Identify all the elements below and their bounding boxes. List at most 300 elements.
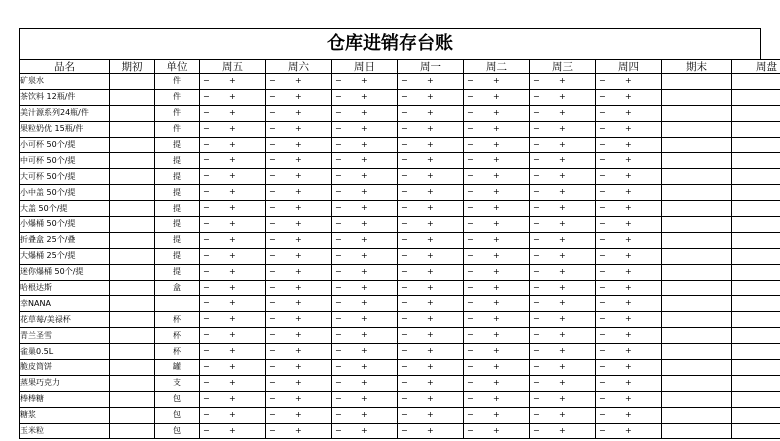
- item-name-cell[interactable]: 玉米粒: [20, 423, 110, 439]
- day-inout-cell[interactable]: [398, 375, 464, 391]
- day-inout-cell[interactable]: [398, 248, 464, 264]
- closing-cell[interactable]: [662, 201, 732, 217]
- closing-cell[interactable]: [662, 375, 732, 391]
- stocktake-cell[interactable]: [732, 360, 780, 376]
- day-inout-cell[interactable]: [200, 89, 266, 105]
- closing-cell[interactable]: [662, 185, 732, 201]
- closing-cell[interactable]: [662, 391, 732, 407]
- minus-sign: −: [467, 330, 474, 340]
- item-name-cell[interactable]: 脆皮筒饼: [20, 360, 110, 376]
- day-inout-cell[interactable]: [266, 89, 332, 105]
- minus-sign: −: [401, 76, 408, 85]
- unit-cell[interactable]: 提: [155, 137, 200, 153]
- day-inout-cell[interactable]: [266, 185, 332, 201]
- day-inout-cell[interactable]: [464, 137, 530, 153]
- minus-sign: −: [599, 282, 606, 292]
- day-inout-cell[interactable]: [530, 312, 596, 328]
- opening-cell[interactable]: [110, 296, 155, 312]
- day-inout-cell[interactable]: [332, 248, 398, 264]
- closing-cell[interactable]: [662, 89, 732, 105]
- day-inout-cell[interactable]: [530, 89, 596, 105]
- plus-sign: +: [295, 234, 302, 244]
- opening-cell[interactable]: [110, 105, 155, 121]
- day-inout-cell[interactable]: [530, 105, 596, 121]
- stocktake-cell[interactable]: [732, 280, 780, 296]
- day-inout-cell[interactable]: [266, 407, 332, 423]
- day-inout-cell[interactable]: [530, 153, 596, 169]
- day-inout-cell[interactable]: [596, 217, 662, 233]
- day-inout-cell[interactable]: [266, 312, 332, 328]
- day-inout-cell[interactable]: [200, 248, 266, 264]
- unit-cell[interactable]: 包: [155, 407, 200, 423]
- minus-sign: −: [335, 330, 342, 340]
- day-inout-cell[interactable]: [200, 360, 266, 376]
- day-inout-cell[interactable]: [464, 217, 530, 233]
- day-inout-cell[interactable]: [530, 74, 596, 90]
- day-inout-cell[interactable]: [464, 280, 530, 296]
- day-inout-cell[interactable]: [398, 296, 464, 312]
- day-inout-cell[interactable]: [266, 328, 332, 344]
- day-inout-cell[interactable]: [398, 153, 464, 169]
- item-name-cell[interactable]: 小爆桶 50个/提: [20, 217, 110, 233]
- day-inout-cell[interactable]: [398, 328, 464, 344]
- closing-cell[interactable]: [662, 248, 732, 264]
- day-inout-cell[interactable]: [596, 344, 662, 360]
- day-inout-cell[interactable]: [464, 391, 530, 407]
- day-inout-cell[interactable]: [266, 296, 332, 312]
- day-inout-cell[interactable]: [596, 121, 662, 137]
- closing-cell[interactable]: [662, 407, 732, 423]
- unit-cell[interactable]: 提: [155, 248, 200, 264]
- day-inout-cell[interactable]: [332, 312, 398, 328]
- item-name-cell[interactable]: 幸NANA: [20, 296, 110, 312]
- closing-cell[interactable]: [662, 360, 732, 376]
- day-inout-cell[interactable]: [266, 137, 332, 153]
- unit-cell[interactable]: 罐: [155, 360, 200, 376]
- closing-cell[interactable]: [662, 280, 732, 296]
- stocktake-cell[interactable]: [732, 153, 780, 169]
- item-name-cell[interactable]: 折叠盒 25个/叠: [20, 232, 110, 248]
- day-inout-cell[interactable]: [530, 201, 596, 217]
- stocktake-cell[interactable]: [732, 232, 780, 248]
- day-inout-cell[interactable]: [464, 344, 530, 360]
- day-inout-cell[interactable]: [266, 201, 332, 217]
- unit-cell[interactable]: 支: [155, 375, 200, 391]
- day-inout-cell[interactable]: [596, 74, 662, 90]
- stocktake-cell[interactable]: [732, 264, 780, 280]
- plus-sign: +: [361, 155, 368, 165]
- minus-sign: −: [467, 123, 474, 133]
- day-inout-cell[interactable]: [332, 217, 398, 233]
- item-name-cell[interactable]: 哈根达斯: [20, 280, 110, 296]
- item-name-cell[interactable]: 花草莓/美禄杯: [20, 312, 110, 328]
- opening-cell[interactable]: [110, 169, 155, 185]
- opening-cell[interactable]: [110, 137, 155, 153]
- day-inout-cell[interactable]: [332, 232, 398, 248]
- day-inout-cell[interactable]: [596, 185, 662, 201]
- minus-sign: −: [599, 346, 606, 356]
- stocktake-cell[interactable]: [732, 312, 780, 328]
- day-inout-cell[interactable]: [530, 217, 596, 233]
- day-inout-cell[interactable]: [464, 296, 530, 312]
- day-inout-cell[interactable]: [266, 217, 332, 233]
- day-inout-cell[interactable]: [464, 423, 530, 439]
- closing-cell[interactable]: [662, 296, 732, 312]
- day-inout-cell[interactable]: [530, 407, 596, 423]
- minus-sign: −: [599, 203, 606, 213]
- day-inout-cell[interactable]: [398, 105, 464, 121]
- day-inout-cell[interactable]: [530, 328, 596, 344]
- opening-cell[interactable]: [110, 74, 155, 90]
- day-inout-cell[interactable]: [530, 423, 596, 439]
- day-inout-cell[interactable]: [464, 328, 530, 344]
- stocktake-cell[interactable]: [732, 248, 780, 264]
- unit-cell[interactable]: 盒: [155, 280, 200, 296]
- day-inout-cell[interactable]: [200, 74, 266, 90]
- closing-cell[interactable]: [662, 105, 732, 121]
- day-inout-cell[interactable]: [200, 201, 266, 217]
- day-inout-cell[interactable]: [398, 312, 464, 328]
- stocktake-cell[interactable]: [732, 328, 780, 344]
- opening-cell[interactable]: [110, 232, 155, 248]
- day-inout-cell[interactable]: [266, 375, 332, 391]
- day-inout-cell[interactable]: [398, 232, 464, 248]
- day-inout-cell[interactable]: [530, 248, 596, 264]
- closing-cell[interactable]: [662, 121, 732, 137]
- item-name-cell[interactable]: 果粒奶优 15瓶/件: [20, 121, 110, 137]
- stocktake-cell[interactable]: [732, 423, 780, 439]
- day-inout-cell[interactable]: [332, 105, 398, 121]
- day-inout-cell[interactable]: [596, 360, 662, 376]
- day-inout-cell[interactable]: [332, 185, 398, 201]
- closing-cell[interactable]: [662, 264, 732, 280]
- day-inout-cell[interactable]: [266, 105, 332, 121]
- item-name-cell[interactable]: 大可杯 50个/提: [20, 169, 110, 185]
- stocktake-cell[interactable]: [732, 201, 780, 217]
- day-inout-cell[interactable]: [398, 185, 464, 201]
- day-inout-cell[interactable]: [530, 264, 596, 280]
- day-inout-cell[interactable]: [464, 360, 530, 376]
- opening-cell[interactable]: [110, 328, 155, 344]
- day-inout-cell[interactable]: [596, 105, 662, 121]
- day-inout-cell[interactable]: [200, 328, 266, 344]
- day-inout-cell[interactable]: [200, 407, 266, 423]
- day-inout-cell[interactable]: [332, 328, 398, 344]
- day-inout-cell[interactable]: [200, 312, 266, 328]
- item-name-cell[interactable]: 美汁源系列24瓶/件: [20, 105, 110, 121]
- stocktake-cell[interactable]: [732, 375, 780, 391]
- stocktake-cell[interactable]: [732, 74, 780, 90]
- day-inout-cell[interactable]: [398, 391, 464, 407]
- header-day: 周三: [530, 60, 596, 74]
- unit-cell[interactable]: 提: [155, 185, 200, 201]
- day-inout-cell[interactable]: [596, 312, 662, 328]
- unit-cell[interactable]: 件: [155, 74, 200, 90]
- plus-sign: +: [559, 234, 566, 244]
- day-inout-cell[interactable]: [530, 137, 596, 153]
- day-inout-cell[interactable]: [530, 280, 596, 296]
- day-inout-cell[interactable]: [464, 264, 530, 280]
- day-inout-cell[interactable]: [332, 360, 398, 376]
- day-inout-cell[interactable]: [596, 248, 662, 264]
- minus-sign: −: [533, 91, 540, 101]
- item-name-cell[interactable]: 茶饮料 12瓶/件: [20, 89, 110, 105]
- opening-cell[interactable]: [110, 280, 155, 296]
- item-name-cell[interactable]: 棒棒糖: [20, 391, 110, 407]
- day-inout-cell[interactable]: [332, 407, 398, 423]
- day-inout-cell[interactable]: [200, 264, 266, 280]
- stocktake-cell[interactable]: [732, 217, 780, 233]
- day-inout-cell[interactable]: [332, 264, 398, 280]
- day-inout-cell[interactable]: [530, 360, 596, 376]
- day-inout-cell[interactable]: [266, 74, 332, 90]
- header-stocktake: 周盘: [732, 60, 780, 74]
- opening-cell[interactable]: [110, 89, 155, 105]
- day-inout-cell[interactable]: [398, 264, 464, 280]
- day-inout-cell[interactable]: [530, 121, 596, 137]
- closing-cell[interactable]: [662, 74, 732, 90]
- unit-cell[interactable]: 提: [155, 201, 200, 217]
- unit-cell[interactable]: 提: [155, 153, 200, 169]
- day-inout-cell[interactable]: [596, 280, 662, 296]
- item-name-cell[interactable]: 雀巢0.5L: [20, 344, 110, 360]
- day-inout-cell[interactable]: [464, 153, 530, 169]
- closing-cell[interactable]: [662, 328, 732, 344]
- day-inout-cell[interactable]: [398, 169, 464, 185]
- stocktake-cell[interactable]: [732, 391, 780, 407]
- opening-cell[interactable]: [110, 423, 155, 439]
- unit-cell[interactable]: 包: [155, 391, 200, 407]
- day-inout-cell[interactable]: [200, 217, 266, 233]
- day-inout-cell[interactable]: [596, 391, 662, 407]
- day-inout-cell[interactable]: [200, 121, 266, 137]
- opening-cell[interactable]: [110, 407, 155, 423]
- closing-cell[interactable]: [662, 153, 732, 169]
- opening-cell[interactable]: [110, 185, 155, 201]
- day-inout-cell[interactable]: [398, 360, 464, 376]
- day-inout-cell[interactable]: [398, 89, 464, 105]
- opening-cell[interactable]: [110, 264, 155, 280]
- closing-cell[interactable]: [662, 423, 732, 439]
- day-inout-cell[interactable]: [596, 328, 662, 344]
- day-inout-cell[interactable]: [530, 185, 596, 201]
- day-inout-cell[interactable]: [596, 296, 662, 312]
- unit-cell[interactable]: 提: [155, 264, 200, 280]
- unit-cell[interactable]: [155, 296, 200, 312]
- day-inout-cell[interactable]: [266, 391, 332, 407]
- minus-sign: −: [401, 203, 408, 213]
- day-inout-cell[interactable]: [464, 89, 530, 105]
- plus-sign: +: [427, 76, 434, 85]
- day-inout-cell[interactable]: [398, 121, 464, 137]
- item-name-cell[interactable]: 青兰圣雪: [20, 328, 110, 344]
- minus-sign: −: [599, 139, 606, 149]
- unit-cell[interactable]: 杯: [155, 312, 200, 328]
- opening-cell[interactable]: [110, 312, 155, 328]
- opening-cell[interactable]: [110, 217, 155, 233]
- stocktake-cell[interactable]: [732, 344, 780, 360]
- closing-cell[interactable]: [662, 312, 732, 328]
- day-inout-cell[interactable]: [596, 264, 662, 280]
- minus-sign: −: [467, 266, 474, 276]
- day-inout-cell[interactable]: [398, 344, 464, 360]
- day-inout-cell[interactable]: [596, 423, 662, 439]
- day-inout-cell[interactable]: [530, 232, 596, 248]
- day-inout-cell[interactable]: [596, 153, 662, 169]
- day-inout-cell[interactable]: [332, 121, 398, 137]
- minus-sign: −: [599, 266, 606, 276]
- day-inout-cell[interactable]: [332, 423, 398, 439]
- day-inout-cell[interactable]: [332, 375, 398, 391]
- closing-cell[interactable]: [662, 217, 732, 233]
- closing-cell[interactable]: [662, 344, 732, 360]
- day-inout-cell[interactable]: [200, 105, 266, 121]
- day-inout-cell[interactable]: [530, 296, 596, 312]
- day-inout-cell[interactable]: [200, 169, 266, 185]
- day-inout-cell[interactable]: [332, 280, 398, 296]
- unit-cell[interactable]: 件: [155, 105, 200, 121]
- day-inout-cell[interactable]: [200, 280, 266, 296]
- day-inout-cell[interactable]: [266, 280, 332, 296]
- item-name-cell[interactable]: 蒸果巧克力: [20, 375, 110, 391]
- day-inout-cell[interactable]: [200, 153, 266, 169]
- day-inout-cell[interactable]: [200, 296, 266, 312]
- day-inout-cell[interactable]: [530, 169, 596, 185]
- day-inout-cell[interactable]: [332, 391, 398, 407]
- day-inout-cell[interactable]: [530, 375, 596, 391]
- stocktake-cell[interactable]: [732, 121, 780, 137]
- day-inout-cell[interactable]: [266, 232, 332, 248]
- day-inout-cell[interactable]: [464, 248, 530, 264]
- opening-cell[interactable]: [110, 360, 155, 376]
- plus-sign: +: [427, 234, 434, 244]
- item-name-cell[interactable]: 糖浆: [20, 407, 110, 423]
- day-inout-cell[interactable]: [398, 74, 464, 90]
- item-name-cell[interactable]: 矿泉水: [20, 74, 110, 90]
- day-inout-cell[interactable]: [266, 344, 332, 360]
- day-inout-cell[interactable]: [266, 248, 332, 264]
- day-inout-cell[interactable]: [332, 153, 398, 169]
- day-inout-cell[interactable]: [464, 105, 530, 121]
- day-inout-cell[interactable]: [332, 74, 398, 90]
- opening-cell[interactable]: [110, 121, 155, 137]
- day-inout-cell[interactable]: [596, 375, 662, 391]
- day-inout-cell[interactable]: [266, 121, 332, 137]
- opening-cell[interactable]: [110, 201, 155, 217]
- day-inout-cell[interactable]: [464, 169, 530, 185]
- day-inout-cell[interactable]: [200, 375, 266, 391]
- unit-cell[interactable]: 包: [155, 423, 200, 439]
- item-name-cell[interactable]: 大盖 50个/提: [20, 201, 110, 217]
- stocktake-cell[interactable]: [732, 185, 780, 201]
- day-inout-cell[interactable]: [200, 344, 266, 360]
- unit-cell[interactable]: 件: [155, 121, 200, 137]
- day-inout-cell[interactable]: [464, 312, 530, 328]
- day-inout-cell[interactable]: [398, 217, 464, 233]
- minus-sign: −: [533, 234, 540, 244]
- opening-cell[interactable]: [110, 344, 155, 360]
- unit-cell[interactable]: 件: [155, 89, 200, 105]
- item-name-cell[interactable]: 大爆桶 25个/提: [20, 248, 110, 264]
- day-inout-cell[interactable]: [266, 423, 332, 439]
- day-inout-cell[interactable]: [332, 169, 398, 185]
- day-inout-cell[interactable]: [266, 264, 332, 280]
- item-name-cell[interactable]: 小可杯 50个/提: [20, 137, 110, 153]
- item-name-cell[interactable]: 中可杯 50个/提: [20, 153, 110, 169]
- opening-cell[interactable]: [110, 375, 155, 391]
- day-inout-cell[interactable]: [332, 201, 398, 217]
- stocktake-cell[interactable]: [732, 407, 780, 423]
- opening-cell[interactable]: [110, 391, 155, 407]
- day-inout-cell[interactable]: [398, 280, 464, 296]
- stocktake-cell[interactable]: [732, 89, 780, 105]
- day-inout-cell[interactable]: [464, 407, 530, 423]
- day-inout-cell[interactable]: [530, 391, 596, 407]
- day-inout-cell[interactable]: [464, 185, 530, 201]
- day-inout-cell[interactable]: [596, 169, 662, 185]
- unit-cell[interactable]: 杯: [155, 344, 200, 360]
- day-inout-cell[interactable]: [200, 391, 266, 407]
- day-inout-cell[interactable]: [464, 232, 530, 248]
- day-inout-cell[interactable]: [332, 89, 398, 105]
- minus-sign: −: [467, 282, 474, 292]
- day-inout-cell[interactable]: [200, 232, 266, 248]
- day-inout-cell[interactable]: [266, 360, 332, 376]
- day-inout-cell[interactable]: [530, 344, 596, 360]
- day-inout-cell[interactable]: [332, 344, 398, 360]
- day-inout-cell[interactable]: [398, 201, 464, 217]
- closing-cell[interactable]: [662, 232, 732, 248]
- day-inout-cell[interactable]: [266, 153, 332, 169]
- day-inout-cell[interactable]: [464, 375, 530, 391]
- closing-cell[interactable]: [662, 137, 732, 153]
- stocktake-cell[interactable]: [732, 105, 780, 121]
- unit-cell[interactable]: 提: [155, 169, 200, 185]
- opening-cell[interactable]: [110, 153, 155, 169]
- stocktake-cell[interactable]: [732, 169, 780, 185]
- day-inout-cell[interactable]: [398, 423, 464, 439]
- day-inout-cell[interactable]: [200, 137, 266, 153]
- item-name-cell[interactable]: 小中盖 50个/提: [20, 185, 110, 201]
- day-inout-cell[interactable]: [200, 423, 266, 439]
- day-inout-cell[interactable]: [464, 201, 530, 217]
- day-inout-cell[interactable]: [398, 137, 464, 153]
- closing-cell[interactable]: [662, 169, 732, 185]
- day-inout-cell[interactable]: [596, 89, 662, 105]
- minus-sign: −: [533, 377, 540, 387]
- day-inout-cell[interactable]: [398, 407, 464, 423]
- unit-cell[interactable]: 提: [155, 217, 200, 233]
- unit-cell[interactable]: 提: [155, 232, 200, 248]
- stocktake-cell[interactable]: [732, 137, 780, 153]
- minus-sign: −: [203, 393, 210, 403]
- stocktake-cell[interactable]: [732, 296, 780, 312]
- day-inout-cell[interactable]: [464, 121, 530, 137]
- day-inout-cell[interactable]: [464, 74, 530, 90]
- day-inout-cell[interactable]: [332, 296, 398, 312]
- day-inout-cell[interactable]: [596, 232, 662, 248]
- day-inout-cell[interactable]: [332, 137, 398, 153]
- day-inout-cell[interactable]: [596, 201, 662, 217]
- item-name-cell[interactable]: 迷你爆桶 50个/提: [20, 264, 110, 280]
- day-inout-cell[interactable]: [596, 407, 662, 423]
- unit-cell[interactable]: 杯: [155, 328, 200, 344]
- plus-sign: +: [427, 393, 434, 403]
- day-inout-cell[interactable]: [596, 137, 662, 153]
- day-inout-cell[interactable]: [266, 169, 332, 185]
- day-inout-cell[interactable]: [200, 185, 266, 201]
- opening-cell[interactable]: [110, 248, 155, 264]
